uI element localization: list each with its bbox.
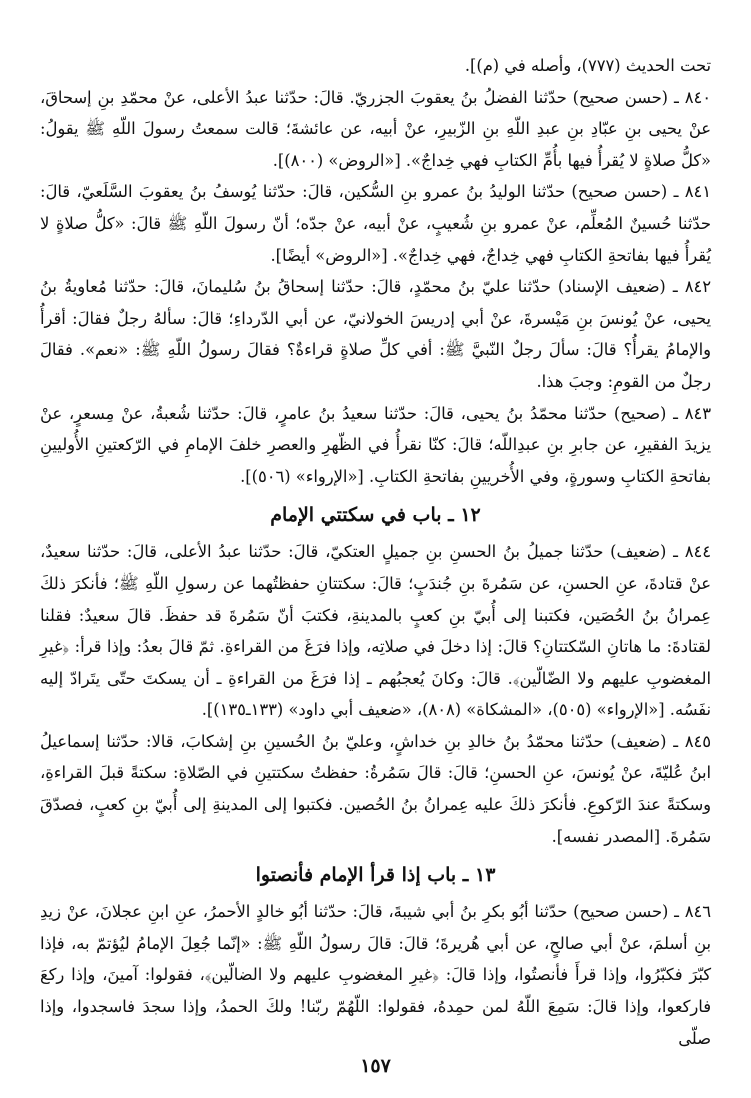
hadith-843: ٨٤٣ ـ (صحيح) حدّثنا محمّدُ بنُ يحيى، قالَ: حدّثنا سعيدُ بنُ عامرٍ، قالَ: حدّثنا شُعبةُ، عنْ مِسعرٍ، عنْ يزيدَ الفقيرِ، عن جابرِ بنِ عبدِاللّه؛ قالَ: كنّا نقرأُ في الظّهرِ والعصرِ خلفَ الإمامِ في الرّكعتينِ الأُوليينِ بفاتحةِ الكتابِ وسورةٍ، وفي الأُخريينِ بفاتحةِ الكتابِ. [«الإرواء» (٥٠٦)]. bbox=[40, 403, 711, 486]
page-number: ١٥٧ bbox=[360, 1055, 391, 1077]
chapter-heading-13: ١٣ ـ باب إذا قرأ الإمام فأنصتوا bbox=[255, 864, 496, 887]
hadith-846: ٨٤٦ ـ (حسن صحيح) حدّثنا أبُو بكرِ بنُ أبي شيبةَ، قالَ: حدّثنا أبُو خالدٍ الأحمرُ، عنِ ابنِ عجلانَ، عنْ زيدِ بنِ أسلمَ، عنْ أبي صالحٍ، عن أبي هُريرةَ؛ قالَ: قالَ رسولُ اللّهِ ﷺ: «إنّما جُعِلَ الإمامُ ليُؤتمّ به، فإذا كبّرَ فكبّرُوا، وإذا قرأَ فأنصتُوا، وإذا قالَ: ﴿غيرِ المغضوبِ عليهم ولا الضالّين﴾، فقولوا: آمينَ، وإذا ركعَ فاركعوا، وإذا قالَ: سَمِعَ اللّهُ لمن حمِدهُ، فقولوا: اللّهُمّ ربّنا! ولكَ الحمدُ، وإذا سجدَ فاسجدوا، وإذا صلّى bbox=[40, 902, 711, 1048]
page-body bbox=[40, 50, 711, 1054]
hadith-844: ٨٤٤ ـ (ضعيف) حدّثنا جميلُ بنُ الحسنِ بنِ جميلٍ العتكيّ، قالَ: حدّثنا عبدُ الأعلى، قالَ: حدّثنا سعيدٌ، عنْ قتادةَ، عنِ الحسنِ، عن سَمُرةَ بنِ جُندَبٍ؛ قالَ: سكتتانِ حفظتُهما عن رسولِ اللّهِ ﷺ؛ فأنكرَ ذلكَ عِمرانُ بنُ الحُصَين، فكتبنا إلى أُبيّ بنِ كعبٍ بالمدينةِ، فكتبَ أنّ سَمُرةَ قد حفظَ. قالَ سعيدٌ: فقلنا لقتادةَ: ما هاتانِ السّكتتانِ؟ قالَ: إذا دخلَ في صلاتِه، وإذا فرَغَ من القراءةِ. ثمّ قالَ بعدُ: وإذا قرأ: ﴿غيرِ المغضوبِ عليهم ولا الضّالّين﴾. قالَ: وكانَ يُعجبُهم ـ إذا فرَغَ من القراءةِ ـ أن يسكتَ حتّى يتَرادّ إليه نفَسُه. [«الإرواء» (٥٠٥)، «المشكاة» (٨٠٨)، «ضعيف أبي داود» (١٣٣ـ١٣٥)]. bbox=[40, 542, 711, 720]
hadith-840: ٨٤٠ ـ (حسن صحيح) حدّثنا الفضلُ بنُ يعقوبَ الجزريّ. قالَ: حدّثنا عبدُ الأعلى، عنْ محمّدِ بنِ إسحاقَ، عنْ يحيى بنِ عبّادِ بنِ عبدِ اللّهِ بنِ الزّبيرِ، عنْ أبيه، عن عائشةَ؛ قالت سمعتُ رسولَ اللّهِ ﷺ يقولُ: «كلُّ صلاةٍ لا يُقرأُ فيها بأُمِّ الكتابِ فهي خِداجٌ». [«الروض» (٨٠٠)]. bbox=[40, 87, 711, 170]
hadith-841: ٨٤١ ـ (حسن صحيح) حدّثنا الوليدُ بنُ عمرو بنِ السُّكين، قالَ: حدّثنا يُوسفُ بنُ يعقوبَ السَّلَعيّ، قالَ: حدّثنا حُسينٌ المُعلِّم، عنْ عمرو بنِ شُعيبٍ، عنْ أبيه، عنْ جدّه؛ أنّ رسولَ اللّهِ ﷺ قالَ: «كلُّ صلاةٍ لا يُقرأُ فيها بفاتحةِ الكتابِ فهي خِداجٌ، فهي خِداجٌ». [«الروض» أيضًا]. bbox=[40, 182, 711, 265]
hadith-842: ٨٤٢ ـ (ضعيف الإسناد) حدّثنا عليّ بنُ محمّدٍ، قالَ: حدّثنا إسحاقُ بنُ سُليمانَ، قالَ: حدّثنا مُعاويةُ بنُ يحيى، عنْ يُونسَ بنِ مَيْسرةَ، عنْ أبي إدريسَ الخولانيّ، عن أبي الدّرداءِ؛ قالَ: سألهُ رجلٌ فقالَ: أقرأُ والإمامُ يقرأُ؟ قالَ: سألَ رجلٌ النّبيَّ ﷺ: أفي كلِّ صلاةٍ قراءةٌ؟ فقالَ رسولُ اللّهِ ﷺ: «نعم». فقالَ رجلٌ من القومِ: وجبَ هذا. bbox=[40, 277, 711, 391]
paragraph-continuation: تحت الحديث (٧٧٧)، وأصله في (م)]. bbox=[464, 56, 711, 75]
hadith-845: ٨٤٥ ـ (ضعيف) حدّثنا محمّدُ بنُ خالدِ بنِ خداشٍ، وعليّ بنُ الحُسينِ بنِ إشكابَ، قالا: حدّثنا إسماعيلُ ابنُ عُليّةَ، عنْ يُونسَ، عنِ الحسنِ؛ قالَ: قالَ سَمُرةُ: حفظتُ سكتتينِ في الصّلاةِ: سكتةً قبلَ القراءةِ، وسكتةً عندَ الرّكوعِ. فأنكرَ ذلكَ عليه عِمرانُ بنُ الحُصين. فكتبوا إلى المدينةِ إلى أُبيّ بنِ كعبٍ، فصدّقَ سَمُرةَ. [المصدر نفسه]. bbox=[40, 731, 711, 846]
chapter-heading-12: ١٢ ـ باب في سكتتي الإمام bbox=[270, 504, 481, 527]
